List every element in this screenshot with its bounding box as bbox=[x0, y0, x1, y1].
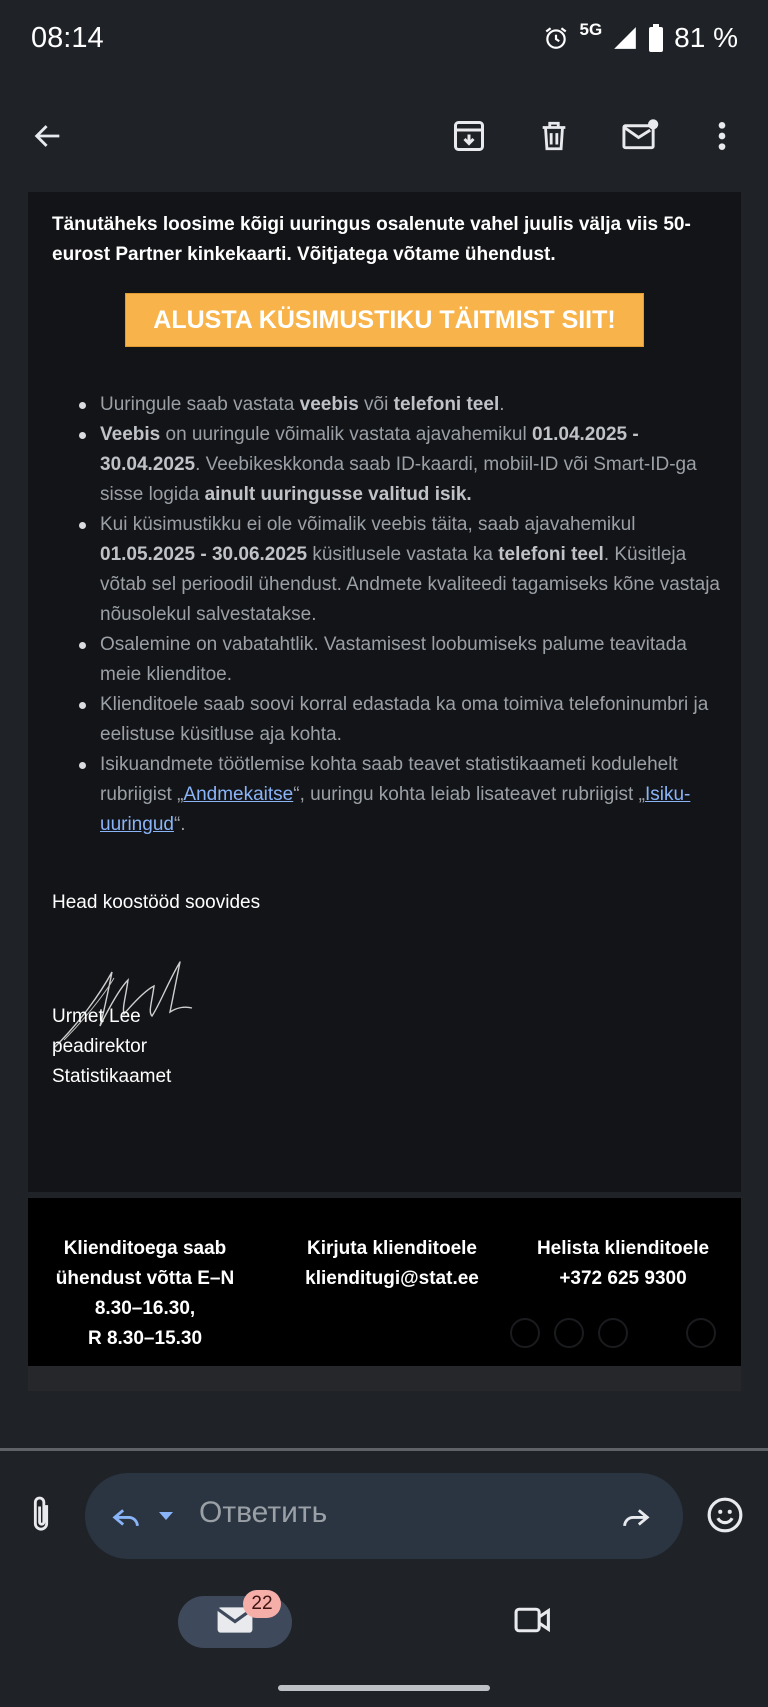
signer-name: Urmet Lee bbox=[52, 1006, 141, 1027]
delete-icon[interactable] bbox=[530, 112, 578, 160]
social-icon[interactable] bbox=[554, 1318, 584, 1348]
alarm-icon bbox=[543, 25, 569, 51]
emoji-icon[interactable] bbox=[706, 1496, 744, 1539]
list-item: Kui küsimustikku ei ole võimalik veebis täita, saab ajavahemikul 01.05.2025 - 30.06.2025 küsitlusele vastata ka telefoni teel. Küsitleja võtab sel perioodil ühendust. Andmete kvaliteedi tagamiseks kõne vastaja nõusolekul salvestatakse. bbox=[80, 510, 730, 630]
battery-level: 81 % bbox=[674, 22, 738, 53]
reply-placeholder: Ответить bbox=[199, 1496, 328, 1529]
attach-icon[interactable] bbox=[24, 1495, 58, 1540]
list-item: Klienditoele saab soovi korral edastada ka oma toimiva telefoninumbri ja eelistuse küsitluse aja kohta. bbox=[80, 690, 730, 750]
contact-footer bbox=[28, 1198, 741, 1366]
signal-icon bbox=[612, 25, 638, 51]
forward-icon[interactable] bbox=[619, 1499, 653, 1538]
social-icon[interactable] bbox=[510, 1318, 540, 1348]
social-icon[interactable] bbox=[598, 1318, 628, 1348]
info-list bbox=[80, 390, 730, 840]
status-bar bbox=[0, 0, 768, 80]
social-icon[interactable] bbox=[686, 1318, 716, 1348]
reply-icon[interactable] bbox=[109, 1499, 143, 1538]
write-support: Kirjuta klienditoele klienditugi@stat.ee bbox=[282, 1234, 502, 1294]
video-camera-icon bbox=[513, 1624, 553, 1641]
home-indicator[interactable] bbox=[278, 1685, 490, 1691]
list-item: Osalemine on vabatahtlik. Vastamisest loobumiseks palume teavitada meie klienditoe. bbox=[80, 630, 730, 690]
organization-name: Statistikaamet bbox=[52, 1066, 172, 1087]
reply-bar bbox=[0, 1451, 768, 1579]
bottom-nav bbox=[0, 1579, 768, 1707]
back-arrow-icon[interactable] bbox=[24, 112, 72, 160]
closing-text: Head koostööd soovides bbox=[52, 892, 261, 913]
chevron-down-icon[interactable] bbox=[157, 1509, 175, 1527]
archive-icon[interactable] bbox=[445, 112, 493, 160]
unread-badge: 22 bbox=[243, 1590, 281, 1618]
reply-input[interactable] bbox=[85, 1473, 683, 1559]
status-icons bbox=[543, 22, 738, 54]
footer-strip bbox=[28, 1366, 741, 1391]
email-toolbar bbox=[0, 80, 768, 192]
start-survey-button[interactable]: ALUSTA KÜSIMUSTIKU TÄITMIST SIIT! bbox=[125, 293, 644, 347]
intro-text: Tänutäheks loosime kõigi uuringus osalenute vahel juulis välja viis 50-eurost Partner kinkekaarti. Võitjatega võtame ühendust. bbox=[52, 214, 691, 265]
support-hours: Klienditoega saab ühendust võtta E–N 8.30–16.30, R 8.30–15.30 bbox=[55, 1238, 235, 1349]
status-time: 08:14 bbox=[31, 22, 104, 54]
signer-title: peadirektor bbox=[52, 1036, 148, 1057]
support-phone[interactable]: +372 625 9300 bbox=[559, 1268, 687, 1289]
andmekaitse-link[interactable]: Andmekaitse bbox=[183, 784, 294, 805]
support-email[interactable]: klienditugi@stat.ee bbox=[305, 1268, 479, 1289]
list-item: Veebis on uuringule võimalik vastata ajavahemikul 01.04.2025 - 30.04.2025. Veebikeskkonda saab ID-kaardi, mobiil-ID või Smart-ID-ga sisse logida ainult uuringusse valitud isik. bbox=[80, 420, 730, 510]
battery-icon bbox=[648, 24, 664, 52]
call-support: Helista klienditoele +372 625 9300 bbox=[523, 1234, 723, 1294]
list-item: Isikuandmete töötlemise kohta saab teavet statistikaameti kodulehelt rubriigist „Andmekaitse“, uuringu kohta leiab lisateavet rubriigist „Isiku-uuringud“. bbox=[80, 750, 730, 840]
more-vert-icon[interactable] bbox=[698, 112, 746, 160]
email-body bbox=[28, 192, 741, 1192]
nav-meet-tab[interactable] bbox=[513, 1603, 553, 1642]
list-item: Uuringule saab vastata veebis või telefoni teel. bbox=[80, 390, 730, 420]
mark-unread-icon[interactable] bbox=[616, 112, 664, 160]
network-type: 5G bbox=[579, 20, 603, 39]
isiku-uuringud-link[interactable]: Isiku-uuringud bbox=[100, 784, 691, 835]
